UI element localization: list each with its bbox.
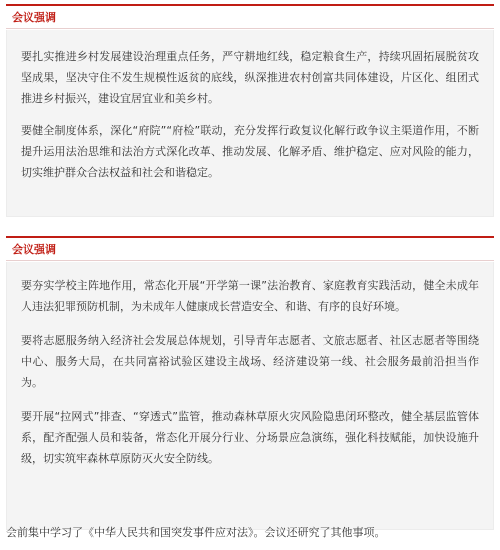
section-title: 会议强调: [12, 243, 56, 256]
paragraph: 要夯实学校主阵地作用，常态化开展“开学第一课”法治教育、家庭教育实践活动，健全未成年人违法犯罪预防机制，为未成年人健康成长营造安全、和谐、有序的良好环境。: [21, 279, 479, 313]
section-header: [6, 236, 494, 262]
section-divider: [6, 260, 494, 261]
closing-paragraph: 会前集中学习了《中华人民共和国突发事件应对法》。会议还研究了其他事项。: [6, 526, 386, 539]
section-meeting-emphasis-1: [6, 4, 494, 217]
section-header: [6, 4, 494, 30]
paragraph: 要开展“拉网式”排查、“穿透式”监管，推动森林草原火灾风险隐患闭环整改，健全基层监管体系，配齐配强人员和装备，常态化开展分行业、分场景应急演练，强化科技赋能，加快设施升级，切实筑牢森林草原防灭火安全防线。: [21, 410, 479, 465]
paragraph: 要将志愿服务纳入经济社会发展总体规划，引导青年志愿者、文旅志愿者、社区志愿者等围绕中心、服务大局，在共同富裕试验区建设主战场、经济建设第一线、社会服务最前沿担当作为。: [21, 334, 479, 389]
section-content-box: [6, 30, 494, 217]
section-content-box: [6, 262, 494, 530]
section-title: 会议强调: [12, 11, 56, 24]
section-meeting-emphasis-2: [6, 236, 494, 530]
paragraph: 要健全制度体系，深化“府院”“府检”联动，充分发挥行政复议化解行政争议主渠道作用，不断提升运用法治思维和法治方式深化改革、推动发展、化解矛盾、维护稳定、应对风险的能力，切实维护群众合法权益和社会和谐稳定。: [21, 124, 479, 179]
section-divider: [6, 28, 494, 29]
paragraph: 要扎实推进乡村发展建设治理重点任务，严守耕地红线，稳定粮食生产，持续巩固拓展脱贫攻坚成果，坚决守住不发生规模性返贫的底线，纵深推进农村创富共同体建设，片区化、组团式推进乡村振兴，建设宜居宜业和美乡村。: [21, 50, 479, 105]
